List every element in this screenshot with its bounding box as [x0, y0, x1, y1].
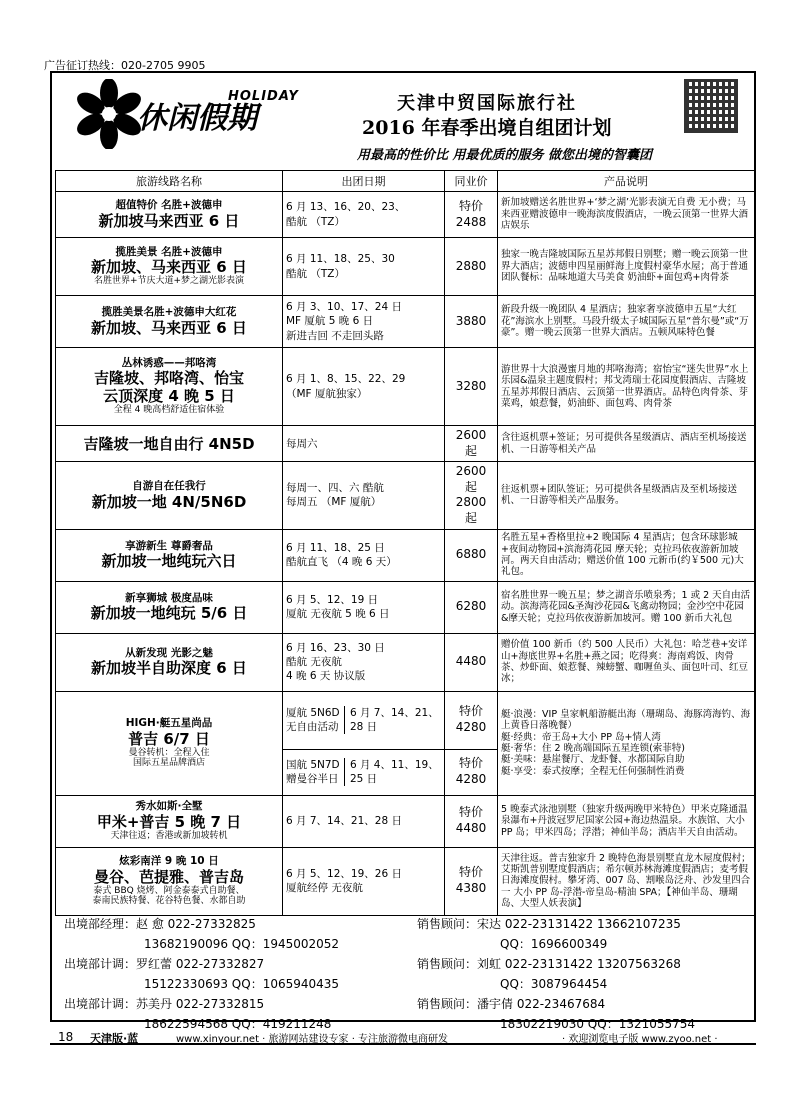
flower-logo-icon [74, 79, 144, 149]
table-row [56, 847, 755, 915]
route-title: 新加坡、马来西亚 6 日 [91, 318, 247, 337]
route-subtitle: 秀水如斯·全墅 [135, 800, 203, 813]
table-row [56, 426, 755, 462]
desc-cell: 名胜五星+香格里拉+2 晚国际 4 星酒店；包含环球影城+夜间动物园+滨海湾花园 摩天轮；克拉玛依夜游新加坡河。两天自由活动；赠送价值 100 元新币(约￥500 元)大礼包。 [498, 529, 755, 581]
route-cell [56, 348, 283, 426]
contact-role: 出境部计调：苏美丹 022-27332815 [64, 997, 265, 1011]
price-cell: 特价 4280 [445, 691, 498, 749]
route-cell [56, 192, 283, 238]
logo-text: 休闲假期 [137, 101, 257, 136]
table-row [56, 529, 755, 581]
route-note: 天津往返；香港或新加坡转机 [110, 830, 228, 841]
header-date: 出团日期 [283, 171, 445, 192]
date-cell: 6 月 13、16、20、23、 酷航 （TZ） [283, 192, 445, 238]
desc-cell: 独家一晚吉隆坡国际五星苏邦假日别墅；赠一晚云顶第一世界大酒店；波德申四星丽鲜海上度假村豪华水屋；高于普通团队餐标：品味地道大马美食 奶油虾+面包鸡+肉骨茶 [498, 238, 755, 296]
route-subtitle: 新享狮城 极度品味 [125, 591, 213, 604]
date-cell: 6 月 11、18、25 日 酷航直飞 （4 晚 6 天） [283, 529, 445, 581]
route-subtitle: 自游自在任我行 [132, 480, 206, 493]
route-title: 曼谷、芭提雅、普吉岛 [93, 867, 244, 886]
contact-phone: 18622594568 QQ：419211248 [144, 1017, 332, 1031]
tour-table [55, 170, 755, 916]
contact-phone: 13682190096 QQ：1945002052 [144, 937, 340, 951]
agency-name: 天津中贸国际旅行社 [397, 93, 577, 114]
departure-dates: 6 月 4、11、19、25 日 [349, 758, 439, 786]
date-cell: 6 月 11、18、25、30 酷航 （TZ） [283, 238, 445, 296]
contact-phone: QQ：3087964454 [500, 977, 608, 991]
desc-cell: 赠价值 100 新币（约 500 人民币）大礼包：哈芝巷+安详山+海底世界+名胜+燕之园；吃得爽：海南鸡饭、肉骨茶、炒虾面、娘惹餐、辣螃蟹、咖喱鱼头、面包叶司、红豆冰； [498, 633, 755, 691]
header-desc: 产品说明 [498, 171, 755, 192]
departure-dates: 6 月 7、14、21、28 日 [349, 706, 439, 734]
date-cell: 每周六 [283, 426, 445, 462]
contact-phone: 18302219030 QQ：1321055754 [500, 1017, 696, 1031]
date-cell: 6 月 5、12、19、26 日 厦航经停 无夜航 [283, 847, 445, 915]
date-cell: 6 月 7、14、21、28 日 [283, 795, 445, 847]
price-cell: 2600 起 2800 起 [445, 462, 498, 529]
route-title: 普吉 6/7 日 [128, 729, 210, 748]
route-subtitle: 揽胜美景名胜+波德申大红花 [101, 306, 237, 319]
contacts [52, 915, 754, 1031]
flight-info: 厦航 5N6D 无自由活动 [286, 706, 345, 734]
slogan: 用最高的性价比 用最优质的服务 做您出境的智囊团 [357, 148, 653, 163]
qr-code-icon [684, 79, 738, 133]
route-subtitle: 享游新生 尊爵奢品 [125, 539, 213, 552]
price-cell: 特价 4380 [445, 847, 498, 915]
contact-role: 销售顾问：宋达 022-23131422 13662107235 [417, 917, 681, 931]
desc-part: 艇·奢华：住 2 晚高端国际五星连锁(索菲特) 艇·美味：悬崖餐厅、龙虾餐、水都国际自助 艇·享受：泰式按摩；全程无任何强制性消费 [501, 743, 686, 777]
header-price: 同业价 [445, 171, 498, 192]
price-cell: 2600 起 [445, 426, 498, 462]
desc-cell: 往返机票+团队签证；另可提供各星级酒店及至机场接送机、一日游等相关产品服务。 [498, 462, 755, 529]
date-cell [283, 749, 445, 795]
route-subtitle: 揽胜美景 名胜+波德申 [115, 245, 223, 258]
plan-title: 2016 年春季出境自组团计划 [362, 117, 612, 139]
footer-site-right: · 欢迎浏览电子版 www.zyoo.net · [562, 1034, 718, 1045]
route-subtitle: 超值特价 名胜+波德申 [115, 199, 223, 212]
route-subtitle: 从新发现 光影之魅 [125, 646, 213, 659]
flight-info: 国航 5N7D 赠曼谷半日 [286, 758, 345, 786]
desc-cell [498, 691, 755, 795]
contact-role: 出境部计调：罗红蕾 022-27332827 [64, 957, 265, 971]
table-row [56, 192, 755, 238]
ad-hotline: 广告征订热线：020-2705 9905 [44, 59, 206, 72]
table-row [56, 691, 755, 749]
route-subtitle: 炫彩南洋 9 晚 10 日 [119, 854, 219, 867]
contact-phone: QQ：1696600349 [500, 937, 608, 951]
desc-cell: 新段升级一晚团队 4 星酒店；独家奢享波德申五星“大红花”海滨水上别墅。马段升级太子城国际五星“普尔曼”或“万豪”。赠一晚云顶第一世界大酒店。五顿风味特色餐 [498, 296, 755, 348]
price-cell: 3280 [445, 348, 498, 426]
header-route: 旅游线路名称 [56, 171, 283, 192]
price-cell: 2880 [445, 238, 498, 296]
date-cell: 每周一、四、六 酷航 每周五 （MF 厦航） [283, 462, 445, 529]
route-cell [56, 238, 283, 296]
table-header-row [56, 171, 755, 192]
price-cell: 6280 [445, 581, 498, 633]
table-row [56, 462, 755, 529]
edition-label: 天津版·蓝 [90, 1032, 139, 1045]
banner [52, 73, 754, 173]
route-cell [56, 426, 283, 462]
table-row [56, 795, 755, 847]
price-cell: 4480 [445, 633, 498, 691]
route-note: 名胜世界+节庆大道+梦之湖光影表演 [93, 276, 245, 287]
route-subtitle: 丛林诱惑——邦咯湾 [121, 356, 217, 369]
table-row [56, 348, 755, 426]
price-cell: 特价 4280 [445, 749, 498, 795]
desc-part: 艇·浪漫：VIP 皇家帆船游艇出海（珊瑚岛、海豚湾海钓、海上黄昏日落晚餐） 艇·经典：帝王岛+大小 PP 岛+情人湾 [501, 708, 751, 743]
route-title: 新加坡、马来西亚 6 日 [91, 258, 247, 277]
route-title: 新加坡一地纯玩六日 [101, 552, 237, 571]
contact-role: 销售顾问：刘虹 022-23131422 13207563268 [417, 957, 681, 971]
route-title: 新加坡一地 4N/5N6D [91, 492, 247, 511]
date-cell: 6 月 3、10、17、24 日 MF 厦航 5 晚 6 日 新进吉回 不走回头路 [283, 296, 445, 348]
route-cell [56, 633, 283, 691]
route-title: 甲米+普吉 5 晚 7 日 [96, 812, 242, 831]
logo-holiday: HOLIDAY [228, 89, 299, 104]
route-note: 泰式 BBQ 烧烤、阿金泰泰式自助餐、 泰南民族特餐、花谷特色餐、水都自助 [92, 885, 246, 907]
price-cell: 3880 [445, 296, 498, 348]
route-cell [56, 529, 283, 581]
page-number: 18 [58, 1030, 74, 1044]
desc-cell: 游世界十大浪漫蜜月地的邦咯海湾；宿怡宝“迷失世界”水上乐园&温泉主题度假村；邦戈湾瑞士花园度假酒店、吉隆坡五星苏邦假日酒店、云顶第一世界酒店。品特色肉骨茶、芽菜鸡，娘惹餐，奶油虾、面包鸡、肉骨茶 [498, 348, 755, 426]
tour-rows [56, 192, 755, 916]
route-title: 吉隆坡一地自由行 4N5D [83, 434, 255, 453]
route-cell [56, 847, 283, 915]
contact-role: 销售顾问：潘宇倩 022-23467684 [417, 997, 606, 1011]
table-row [56, 238, 755, 296]
route-cell [56, 296, 283, 348]
price-cell: 6880 [445, 529, 498, 581]
route-note: 全程 4 晚高档舒适住宿体验 [113, 405, 225, 416]
price-cell: 特价 2488 [445, 192, 498, 238]
route-note: 曼谷转机：全程入住 国际五星品牌酒店 [128, 747, 210, 769]
contact-phone: 15122330693 QQ：1065940435 [144, 977, 340, 991]
price-cell: 特价 4480 [445, 795, 498, 847]
route-title: 新加坡马来西亚 6 日 [98, 211, 240, 230]
date-cell: 6 月 16、23、30 日 酷航 无夜航 4 晚 6 天 协议版 [283, 633, 445, 691]
route-cell [56, 581, 283, 633]
desc-cell: 含往返机票+签证；另可提供各星级酒店、酒店至机场接送机、一日游等相关产品 [498, 426, 755, 462]
table-row [56, 581, 755, 633]
route-subtitle: HIGH·艇五星尚品 [125, 716, 213, 729]
advertisement-frame [50, 71, 756, 1031]
route-cell [56, 795, 283, 847]
desc-cell: 天津往返。普吉独家升 2 晚特色海景别墅直龙木屋度假村；艾斯凯普别墅度假酒店；希尔顿苏林海滩度假酒店；麦考假日海滩度假村。攀牙湾、007 岛、割喉岛泛舟、沙发里四合一 大小 PP 岛-浮潜-帝皇岛-精油 SPA；【神仙半岛、珊瑚岛、大型人妖表演】 [498, 847, 755, 915]
table-row [56, 633, 755, 691]
table-row [56, 296, 755, 348]
desc-cell: 宿名胜世界一晚五星；梦之湖音乐喷泉秀；1 或 2 天自由活动。滨海湾花园&圣淘沙花园&飞禽动物园；金沙空中花园&摩天轮；克拉玛依夜游新加坡河。赠 100 新币大礼包 [498, 581, 755, 633]
desc-cell: 5 晚泰式泳池别墅（独家升级两晚甲米特色）甲米克隆通温泉瀑布+丹波冠罗尼国家公园+海边热温泉。水族馆、大小 PP 岛；甲米四岛；浮潜；神仙半岛；酒店半天自由活动。 [498, 795, 755, 847]
route-title: 新加坡一地纯玩 5/6 日 [90, 604, 248, 623]
date-cell: 6 月 5、12、19 日 厦航 无夜航 5 晚 6 日 [283, 581, 445, 633]
route-cell [56, 691, 283, 795]
date-cell [283, 691, 445, 749]
route-title: 吉隆坡、邦咯湾、怡宝 云顶深度 4 晚 5 日 [93, 369, 244, 406]
route-title: 新加坡半自助深度 6 日 [91, 659, 247, 678]
date-cell: 6 月 1、8、15、22、29 （MF 厦航独家） [283, 348, 445, 426]
contact-role: 出境部经理：赵 愈 022-27332825 [64, 917, 256, 931]
footer-site-left: www.xinyour.net · 旅游网站建设专家 · 专注旅游微电商研发 [176, 1034, 449, 1045]
route-cell [56, 462, 283, 529]
desc-cell: 新加坡赠送名胜世界+‘梦之湖’光影表演无自费 无小费；马来西亚赠波德申一晚海滨度假酒店，一晚云顶第一世界大酒店娱乐 [498, 192, 755, 238]
